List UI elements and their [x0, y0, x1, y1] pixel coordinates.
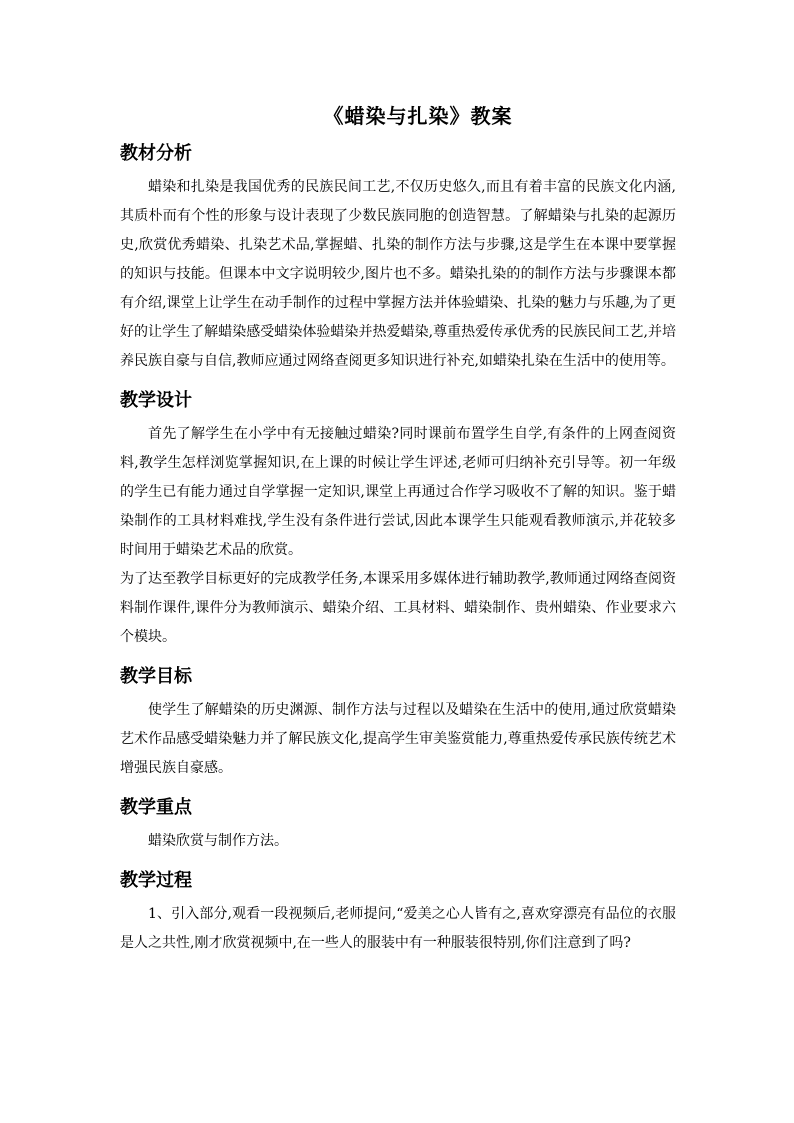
section-heading: 教学设计: [120, 390, 192, 411]
section-heading: 教学目标: [120, 666, 192, 687]
document-page: [120, 100, 676, 958]
section-teaching-focus: [120, 795, 676, 856]
section-teaching-goals: [120, 664, 676, 783]
section-heading: 教学过程: [120, 870, 192, 891]
paragraph: 蜡染欣赏与制作方法。: [148, 833, 288, 849]
paragraph: 1、引入部分,观看一段视频后,老师提问,“爱美之心人皆有之,喜欢穿漂亮有品位的衣服是人之共性,刚才欣赏视频中,在一些人的服装中有一种服装很特别,你们注意到了吗?: [120, 906, 676, 951]
paragraph: 首先了解学生在小学中有无接触过蜡染?同时课前布置学生自学,有条件的上网查阅资料,教学生怎样浏览掌握知识,在上课的时候让学生评述,老师可归纳补充引导等。初一年级的学生已有能力通过自学掌握一定知识,课堂上再通过合作学习吸收不了解的知识。鉴于蜡染制作的工具材料难找,学生没有条件进行尝试,因此本课学生只能观看教师演示,并花较多时间用于蜡染艺术品的欣赏。: [120, 426, 676, 558]
paragraph: 为了达至教学目标更好的完成教学任务,本课采用多媒体进行辅助教学,教师通过网络查阅资料制作课件,课件分为教师演示、蜡染介绍、工具材料、蜡染制作、贵州蜡染、作业要求六个模块。: [120, 571, 676, 645]
paragraph: 蜡染和扎染是我国优秀的民族民间工艺,不仅历史悠久,而且有着丰富的民族文化内涵,其质朴而有个性的形象与设计表现了少数民族同胞的创造智慧。了解蜡染与扎染的起源历史,欣赏优秀蜡染、扎染艺术品,掌握蜡、扎染的制作方法与步骤,这是学生在本课中要掌握的知识与技能。但课本中文字说明较少,图片也不多。蜡染扎染的的制作方法与步骤课本都有介绍,课堂上让学生在动手制作的过程中掌握方法并体验蜡染、扎染的魅力与乐趣,为了更好的让学生了解蜡染感受蜡染体验蜡染并热爱蜡染,尊重热爱传承优秀的民族民间工艺,并培养民族自豪与自信,教师应通过网络查阅更多知识进行补充,如蜡染扎染在生活中的使用等。: [120, 179, 676, 369]
section-teaching-design: [120, 388, 676, 652]
section-teaching-process: [120, 868, 676, 958]
section-heading: 教学重点: [120, 797, 192, 818]
section-material-analysis: [120, 141, 676, 376]
paragraph: 使学生了解蜡染的历史渊源、制作方法与过程以及蜡染在生活中的使用,通过欣赏蜡染艺术作品感受蜡染魅力并了解民族文化,提高学生审美鉴赏能力,尊重热爱传承民族传统艺术增强民族自豪感。: [120, 702, 676, 776]
section-heading: 教材分析: [120, 143, 192, 164]
page-title: 《蜡染与扎染》教案: [323, 104, 513, 128]
